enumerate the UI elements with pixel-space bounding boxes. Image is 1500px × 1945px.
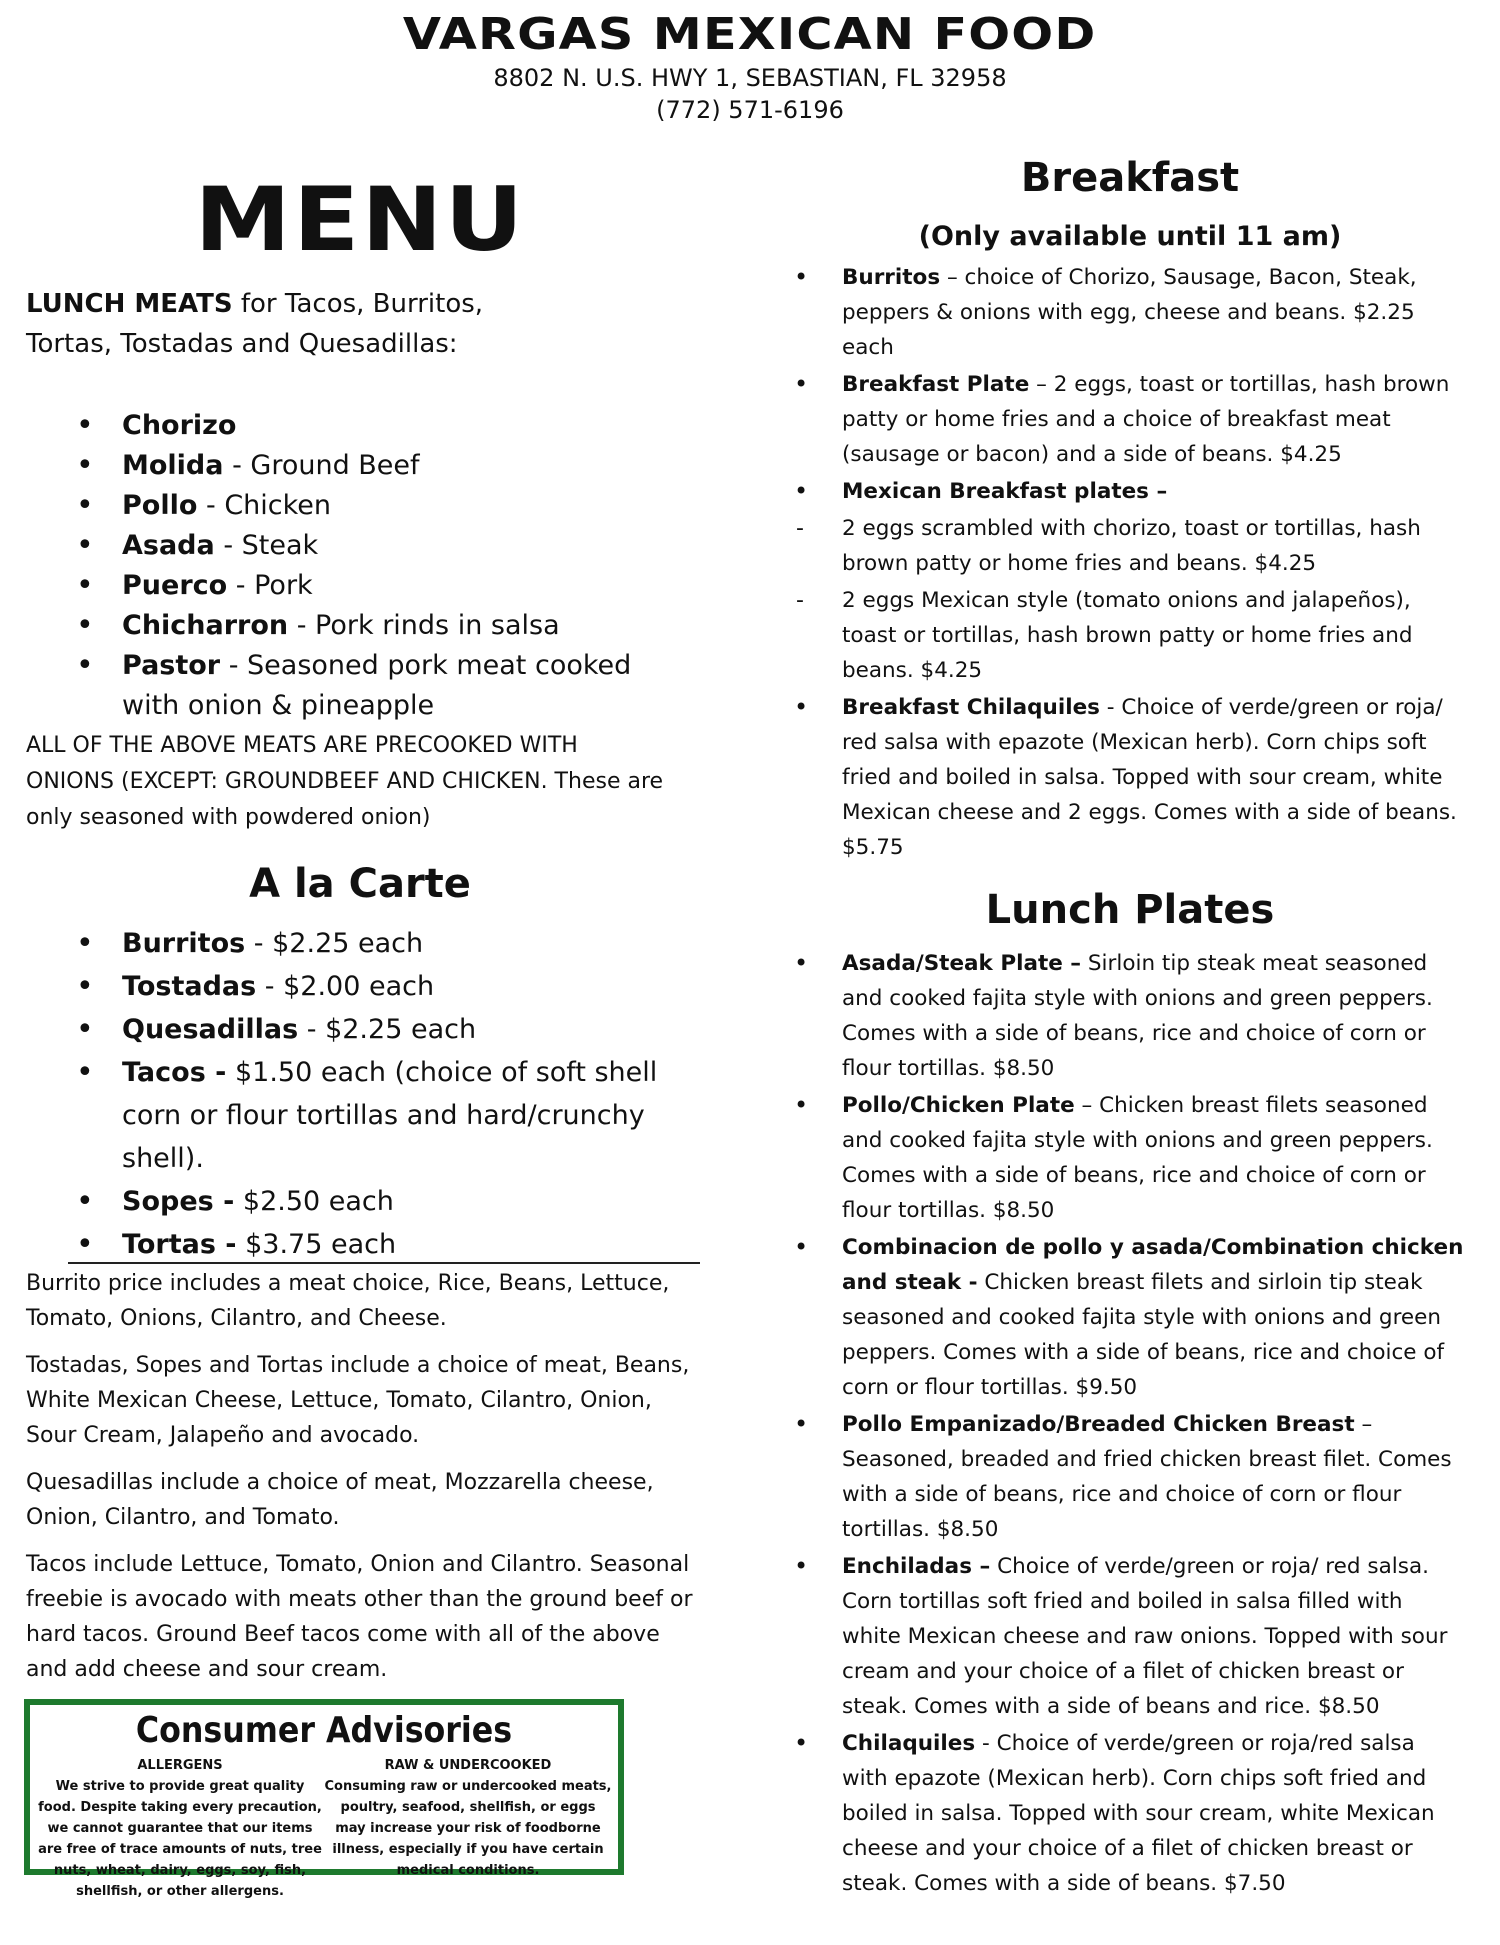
raw-undercooked-heading: RAW & UNDERCOOKED <box>384 1758 552 1773</box>
allergens-text: We strive to provide great quality food. Despite taking every precaution, we cannot guarantee that our items are free of trace amounts of nuts, tree nuts, wheat, dairy, eggs, soy, fish, shellfish, or other allergens. <box>38 1779 322 1899</box>
consumer-advisory-box <box>24 1699 624 1899</box>
raw-undercooked-text: Consuming raw or undercooked meats, poultry, seafood, shellfish, or eggs may increase your risk of foodborne illness, especially if you have certain medical conditions. <box>324 1779 612 1878</box>
restaurant-name: VARGAS MEXICAN FOOD <box>403 9 1097 60</box>
raw-undercooked-column <box>324 1753 612 1902</box>
menu-title: MENU <box>194 168 526 271</box>
list-item: • Mexican Breakfast plates – <box>794 474 1466 509</box>
lunch-plates-title: Lunch Plates <box>985 887 1275 933</box>
list-item: • Pollo - Chicken <box>26 486 686 526</box>
list-item: • Chilaquiles - Choice of verde/green or roja/red salsa with epazote (Mexican herb). Corn chips soft fried and boiled in salsa. Topped with sour cream, white Mexican cheese and your choice of a filet of chicken breast or steak. Comes with a side of beans. $7.50 <box>794 1726 1466 1901</box>
breakfast-subtitle: (Only available until 11 am) <box>918 221 1342 252</box>
restaurant-address: 8802 N. U.S. HWY 1, SEBASTIAN, FL 32958 <box>493 64 1007 92</box>
list-item: • Burritos - $2.25 each <box>26 922 706 965</box>
list-item: - 2 eggs Mexican style (tomato onions and jalapeños), toast or tortillas, hash brown patty or home fries and beans. $4.25 <box>794 583 1466 688</box>
list-item: • Chorizo <box>26 406 686 446</box>
list-item: • Puerco - Pork <box>26 566 686 606</box>
list-item: • Asada/Steak Plate – Sirloin tip steak meat seasoned and cooked fajita style with onions and green peppers. Comes with a side of beans, rice and choice of corn or flour tortillas. $8.50 <box>794 946 1466 1086</box>
list-item: - 2 eggs scrambled with chorizo, toast or tortillas, hash brown patty or home fries and beans. $4.25 <box>794 511 1466 581</box>
list-item: • Pollo Empanizado/Breaded Chicken Breast – Seasoned, breaded and fried chicken breast filet. Comes with a side of beans, rice and choice of corn or flour tortillas. $8.50 <box>794 1407 1466 1547</box>
breakfast-title: Breakfast <box>1020 155 1240 201</box>
restaurant-phone: (772) 571-6196 <box>656 96 844 124</box>
list-item: • Molida - Ground Beef <box>26 446 686 486</box>
lunch-meats-list <box>26 406 686 726</box>
list-item: • Breakfast Plate – 2 eggs, toast or tortillas, hash brown patty or home fries and a choice of breakfast meat (sausage or bacon) and a side of beans. $4.25 <box>794 367 1466 472</box>
burrito-note: Burrito price includes a meat choice, Rice, Beans, Lettuce, Tomato, Onions, Cilantro, and Cheese. <box>26 1271 670 1331</box>
lunch-meats-intro-line2: Tortas, Tostadas and Quesadillas: <box>26 329 458 359</box>
list-item: • Burritos – choice of Chorizo, Sausage, Bacon, Steak, peppers & onions with egg, cheese and beans. $2.25 each <box>794 260 1466 365</box>
list-item: • Tortas - $3.75 each <box>26 1223 706 1266</box>
list-item: • Pollo/Chicken Plate – Chicken breast filets seasoned and cooked fajita style with onions and green peppers. Comes with a side of beans, rice and choice of corn or flour tortillas. $8.50 <box>794 1088 1466 1228</box>
breakfast-list <box>794 260 1466 867</box>
a-la-carte-title: A la Carte <box>249 861 471 907</box>
meats-precooked-note: ALL OF THE ABOVE MEATS ARE PRECOOKED WITH ONIONS (EXCEPT: GROUNDBEEF AND CHICKEN. These are only seasoned with powdered onion) <box>26 733 664 830</box>
list-item: • Quesadillas - $2.25 each <box>26 1008 706 1051</box>
inclusions-notes <box>26 1266 706 1699</box>
advisory-title: Consumer Advisories <box>135 1710 513 1751</box>
list-item: • Enchiladas – Choice of verde/green or roja/ red salsa. Corn tortillas soft fried and boiled in salsa filled with white Mexican cheese and raw onions. Topped with sour cream and your choice of a filet of chicken breast or steak. Comes with a side of beans and rice. $8.50 <box>794 1549 1466 1724</box>
list-item: • Tostadas - $2.00 each <box>26 965 706 1008</box>
lunch-meats-intro <box>26 284 726 364</box>
a-la-carte-list <box>26 922 706 1266</box>
lunch-meats-intro-rest: for Tacos, Burritos, <box>232 289 484 319</box>
list-item: • Combinacion de pollo y asada/Combination chicken and steak - Chicken breast filets and sirloin tip steak seasoned and cooked fajita style with onions and green peppers. Comes with a side of beans, rice and choice of corn or flour tortillas. $9.50 <box>794 1230 1466 1405</box>
list-item: • Chicharron - Pork rinds in salsa <box>26 606 686 646</box>
allergens-column <box>36 1753 324 1902</box>
list-item: • Asada - Steak <box>26 526 686 566</box>
lunch-meats-label: LUNCH MEATS <box>26 289 233 319</box>
tacos-note: Tacos include Lettuce, Tomato, Onion and Cilantro. Seasonal freebie is avocado with meats other than the ground beef or hard tacos. Ground Beef tacos come with all of the above and add cheese and sour cream. <box>26 1552 693 1682</box>
quesadillas-note: Quesadillas include a choice of meat, Mozzarella cheese, Onion, Cilantro, and Tomato. <box>26 1470 654 1530</box>
list-item: • Tacos - $1.50 each (choice of soft shell corn or flour tortillas and hard/crunchy shell). <box>26 1051 706 1180</box>
section-divider <box>68 1262 700 1264</box>
list-item: • Pastor - Seasoned pork meat cooked with onion & pineapple <box>26 646 686 726</box>
restaurant-header <box>0 8 1500 126</box>
lunch-plates-list <box>794 946 1466 1903</box>
allergens-heading: ALLERGENS <box>137 1758 223 1773</box>
tostadas-note: Tostadas, Sopes and Tortas include a choice of meat, Beans, White Mexican Cheese, Lettuce, Tomato, Cilantro, Onion, Sour Cream, Jalapeño and avocado. <box>26 1353 690 1448</box>
list-item: • Sopes - $2.50 each <box>26 1180 706 1223</box>
list-item: • Breakfast Chilaquiles - Choice of verde/green or roja/ red salsa with epazote (Mexican herb). Corn chips soft fried and boiled in salsa. Topped with sour cream, white Mexican cheese and 2 eggs. Comes with a side of beans. $5.75 <box>794 690 1466 865</box>
